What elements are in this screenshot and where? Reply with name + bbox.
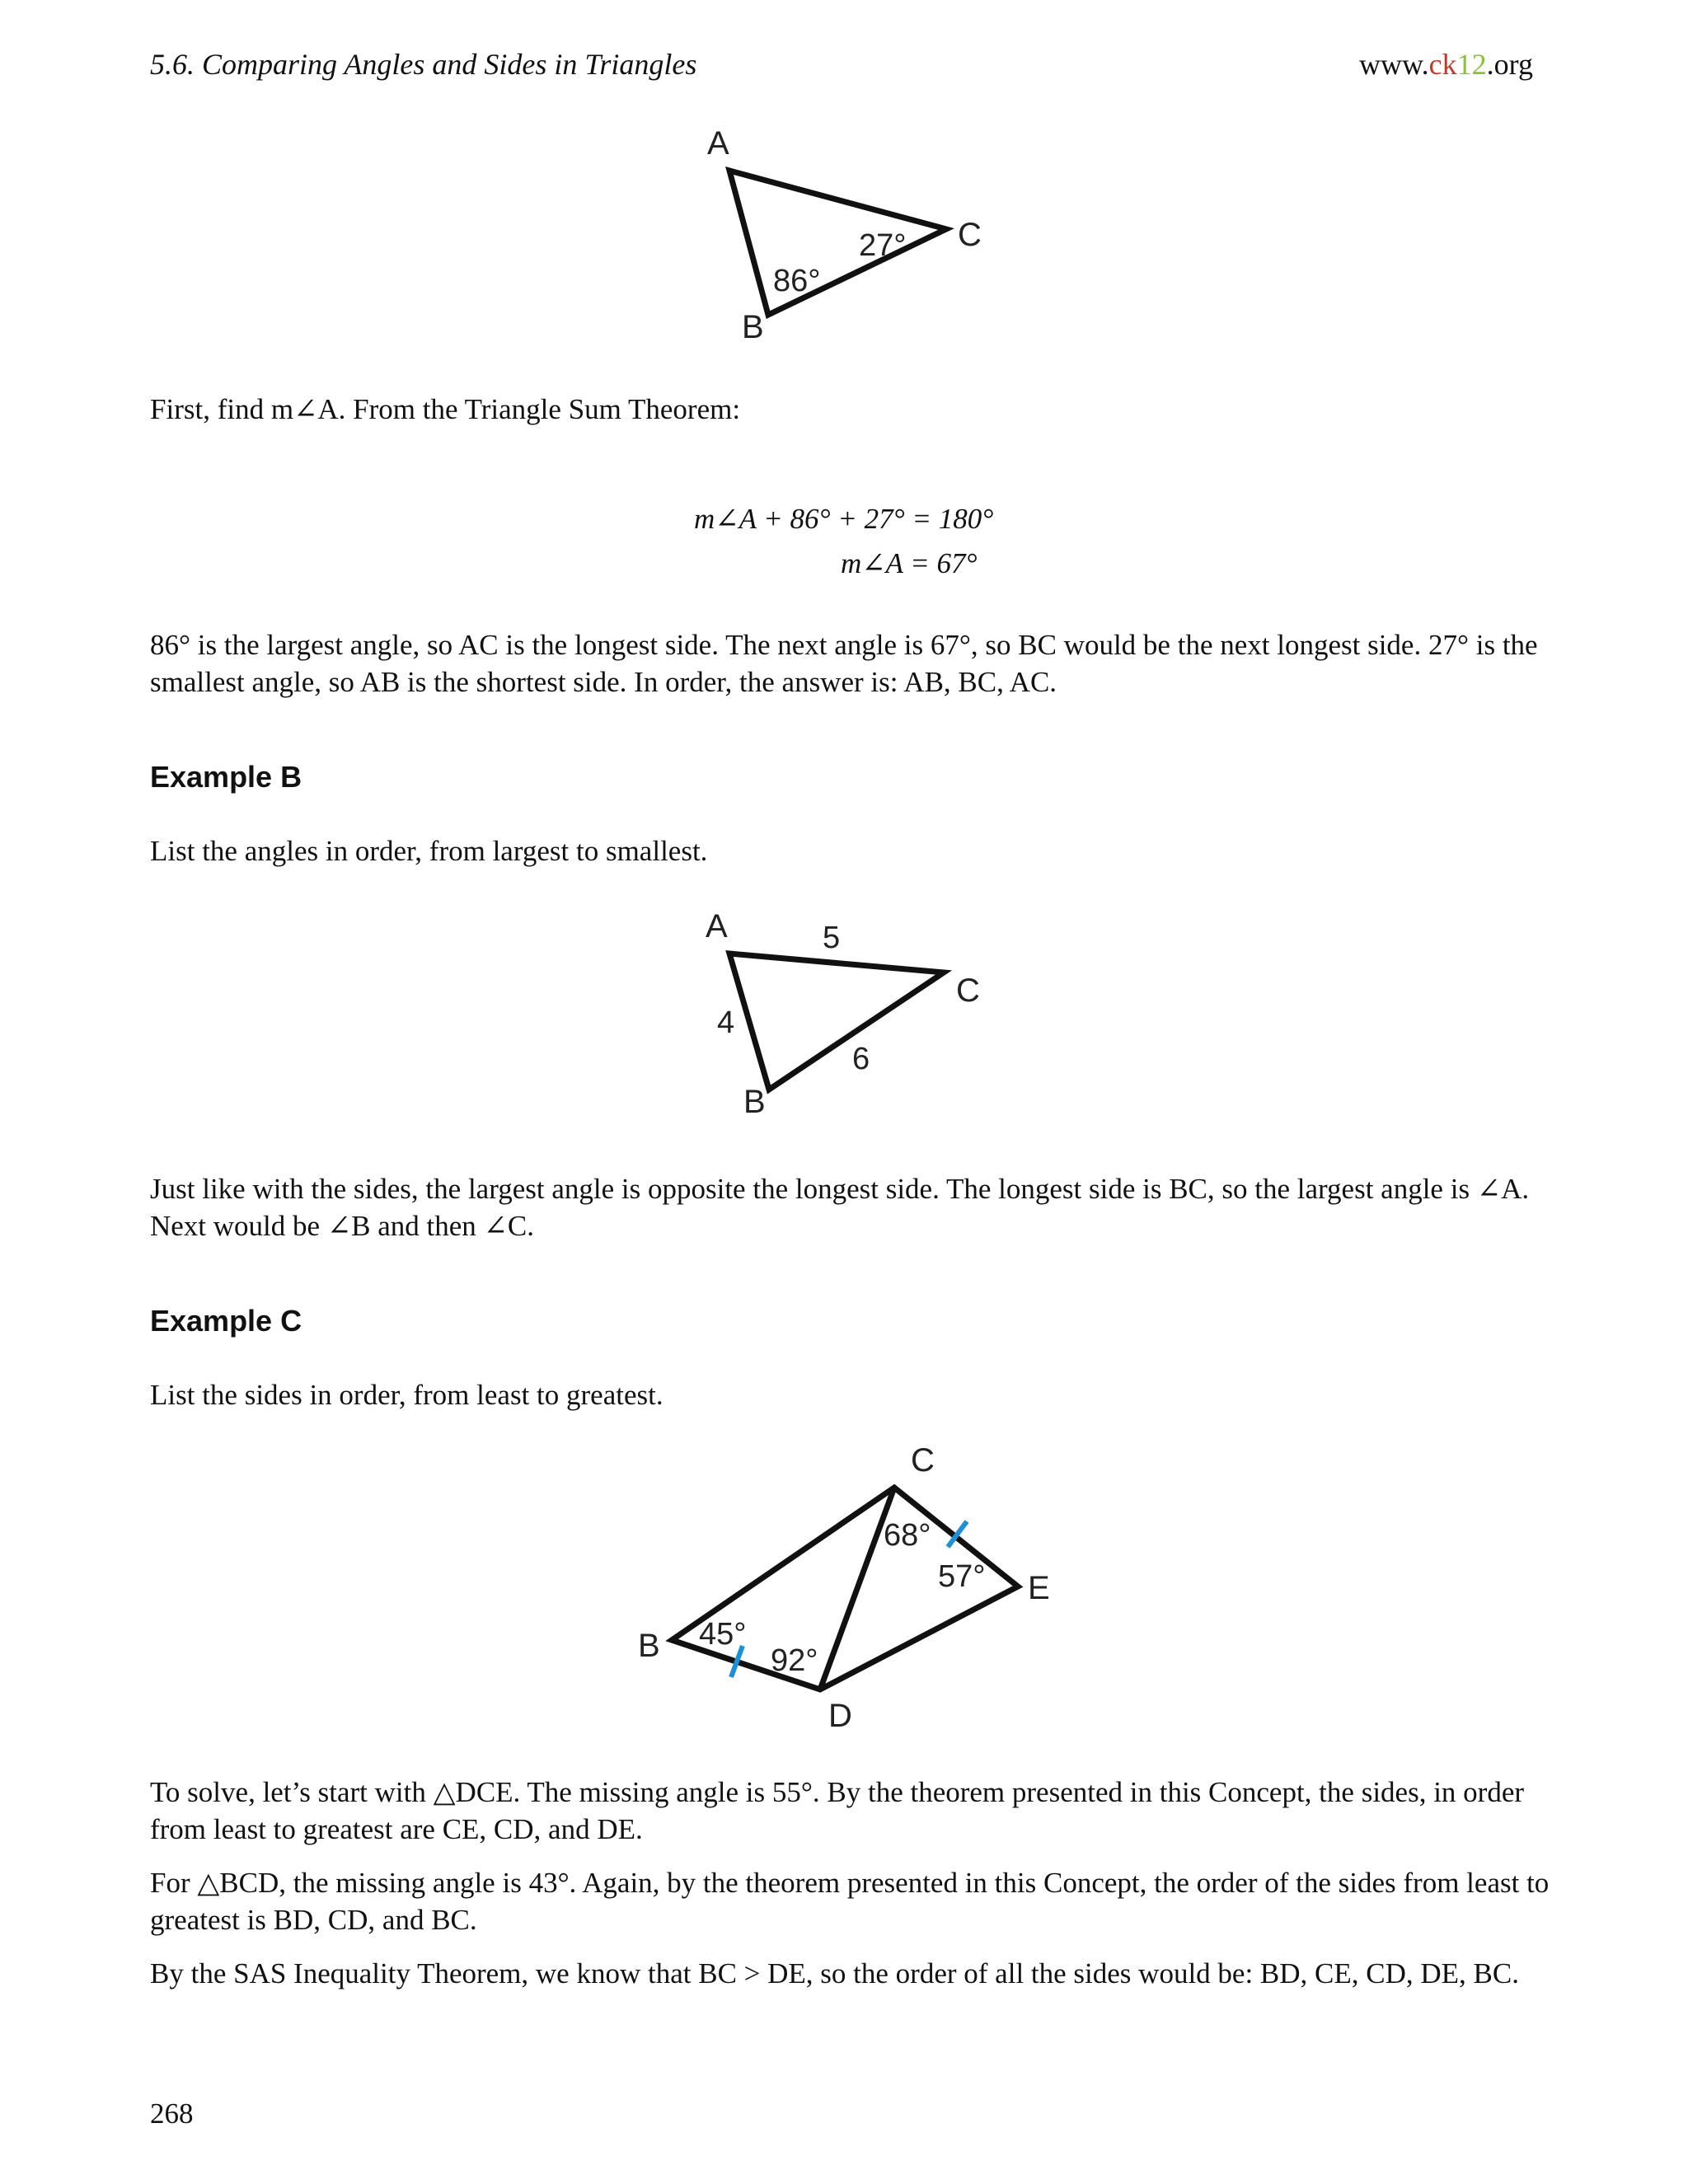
example-c-paragraph-1: To solve, let’s start with △DCE. The missing angle is 55°. By the theorem presented in this Concept, the sides, in order from least to greatest are CE, CD, and DE.: [150, 1776, 1525, 1845]
side-length-bc: 6: [852, 1042, 870, 1076]
side-length-ab: 4: [717, 1005, 735, 1040]
example-b-prompt: List the angles in order, from largest to smallest.: [150, 835, 708, 867]
vertex-label-e: E: [1028, 1570, 1050, 1606]
vertex-label-b: B: [743, 1084, 766, 1120]
page-number: 268: [150, 2097, 194, 2130]
angle-label-b: 45°: [699, 1617, 747, 1652]
section-header: 5.6. Comparing Angles and Sides in Triangles: [150, 48, 697, 81]
triangle-abc-sides-outline: [729, 954, 944, 1090]
vertex-label-c: C: [958, 217, 982, 253]
angle-label-b: 86°: [773, 264, 821, 298]
site-link[interactable]: [1359, 47, 1533, 82]
site-prefix: www.: [1359, 48, 1429, 81]
site-ck: ck: [1428, 48, 1457, 81]
quadrilateral-figure-3: [626, 1446, 1071, 1735]
vertex-label-d: D: [828, 1698, 852, 1734]
example-a-intro: First, find m∠A. From the Triangle Sum Theorem:: [150, 393, 741, 425]
example-c-heading: Example C: [150, 1304, 302, 1338]
vertex-label-b: B: [742, 309, 764, 345]
vertex-label-a: A: [706, 908, 728, 944]
example-c-paragraph-3: By the SAS Inequality Theorem, we know that BC > DE, so the order of all the sides would be: BD, CE, CD, DE, BC.: [150, 1957, 1519, 1990]
vertex-label-c: C: [911, 1446, 935, 1479]
angle-label-e: 57°: [938, 1559, 986, 1594]
example-c-paragraph-2: For △BCD, the missing angle is 43°. Again, by the theorem presented in this Concept, the order of the sides from least to greatest is BD, CD, and BC.: [150, 1867, 1550, 1936]
vertex-label-c: C: [956, 972, 980, 1009]
example-b-answer: Just like with the sides, the largest angle is opposite the longest side. The longest side is BC, so the largest angle is ∠A. Next would be ∠B and then ∠C.: [150, 1173, 1530, 1242]
triangle-abc-outline: [729, 171, 946, 315]
angle-label-c: 68°: [884, 1518, 931, 1553]
triangle-figure-1: [676, 120, 1022, 350]
angle-label-c: 27°: [859, 228, 907, 263]
site-suffix: .org: [1486, 48, 1533, 81]
example-c-prompt: List the sides in order, from least to greatest.: [150, 1379, 663, 1411]
example-a-conclusion: 86° is the largest angle, so AC is the longest side. The next angle is 67°, so BC would be the next longest side. 27° is the smallest angle, so AB is the shortest side. In order, the answer is: AB, BC, AC.: [150, 629, 1538, 698]
equation-line-1: m∠A + 86° + 27° = 180°: [694, 503, 994, 535]
triangle-figure-2: [676, 902, 1022, 1133]
site-12: 12: [1456, 48, 1487, 81]
side-length-ac: 5: [823, 921, 841, 955]
vertex-label-b: B: [638, 1628, 660, 1664]
equation-line-2: m∠A = 67°: [841, 547, 978, 579]
angle-label-d: 92°: [771, 1643, 818, 1678]
vertex-label-a: A: [707, 125, 729, 162]
example-b-heading: Example B: [150, 760, 302, 794]
